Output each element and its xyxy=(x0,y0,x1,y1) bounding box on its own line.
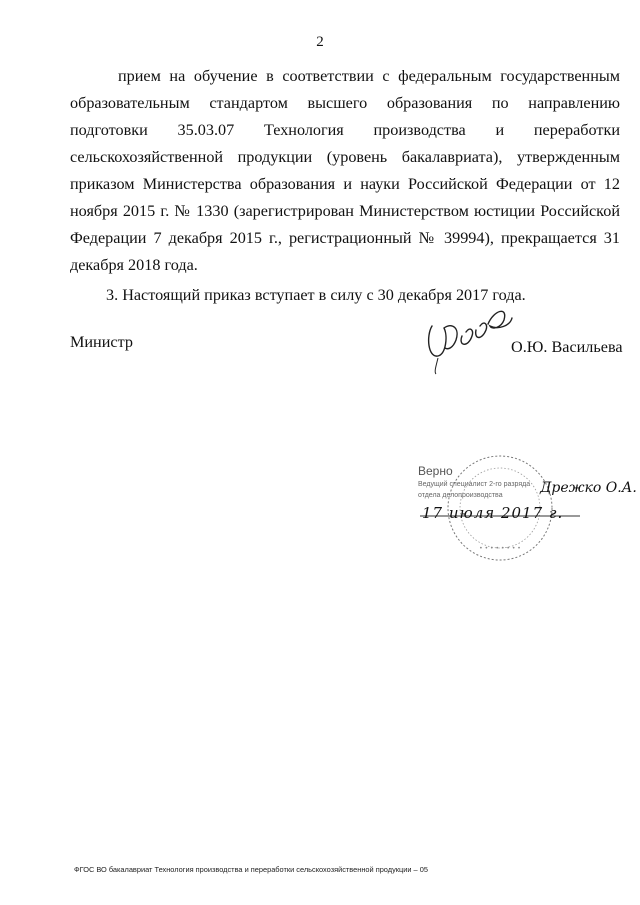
footer-note: ФГОС ВО бакалавриат Технология производства и переработки сельскохозяйственной продукции – 05 xyxy=(74,865,428,874)
stamp-department-line: отдела делопроизводства xyxy=(418,492,503,499)
minister-signature xyxy=(418,296,518,376)
document-body xyxy=(70,63,620,309)
certification-stamp xyxy=(400,450,637,570)
minister-name: О.Ю. Васильева xyxy=(511,338,623,356)
stamp-position-line: Ведущий специалист 2-го разряда xyxy=(418,481,531,488)
paragraph-closing-admission: прием на обучение в соответствии с федеральным государственным образовательным стандартом высшего образования по направлению подготовки 35.03.07 Технология производства и переработки сельскохозяйственной продукции (уровень бакалавриата), утвержденным приказом Министерства образования и науки Российской Федерации от 12 ноября 2015 г. № 1330 (зарегистрирован Министерством юстиции Российской Федерации 7 декабря 2015 г., регистрационный № 39994), прекращается 31 декабря 2018 года. xyxy=(70,67,620,274)
stamp-handwritten-date: 17 июля 2017 г. xyxy=(422,504,564,522)
paragraph-effective-date: 3. Настоящий приказ вступает в силу с 30 декабря 2017 года. xyxy=(106,286,526,304)
minister-title: Министр xyxy=(70,333,133,351)
svg-text:• • • • • • • •: • • • • • • • • xyxy=(479,545,521,552)
page-number: 2 xyxy=(316,34,324,50)
stamp-verified-label: Верно xyxy=(418,464,453,478)
stamp-handwritten-name: Дрежко О.А. xyxy=(540,480,637,496)
